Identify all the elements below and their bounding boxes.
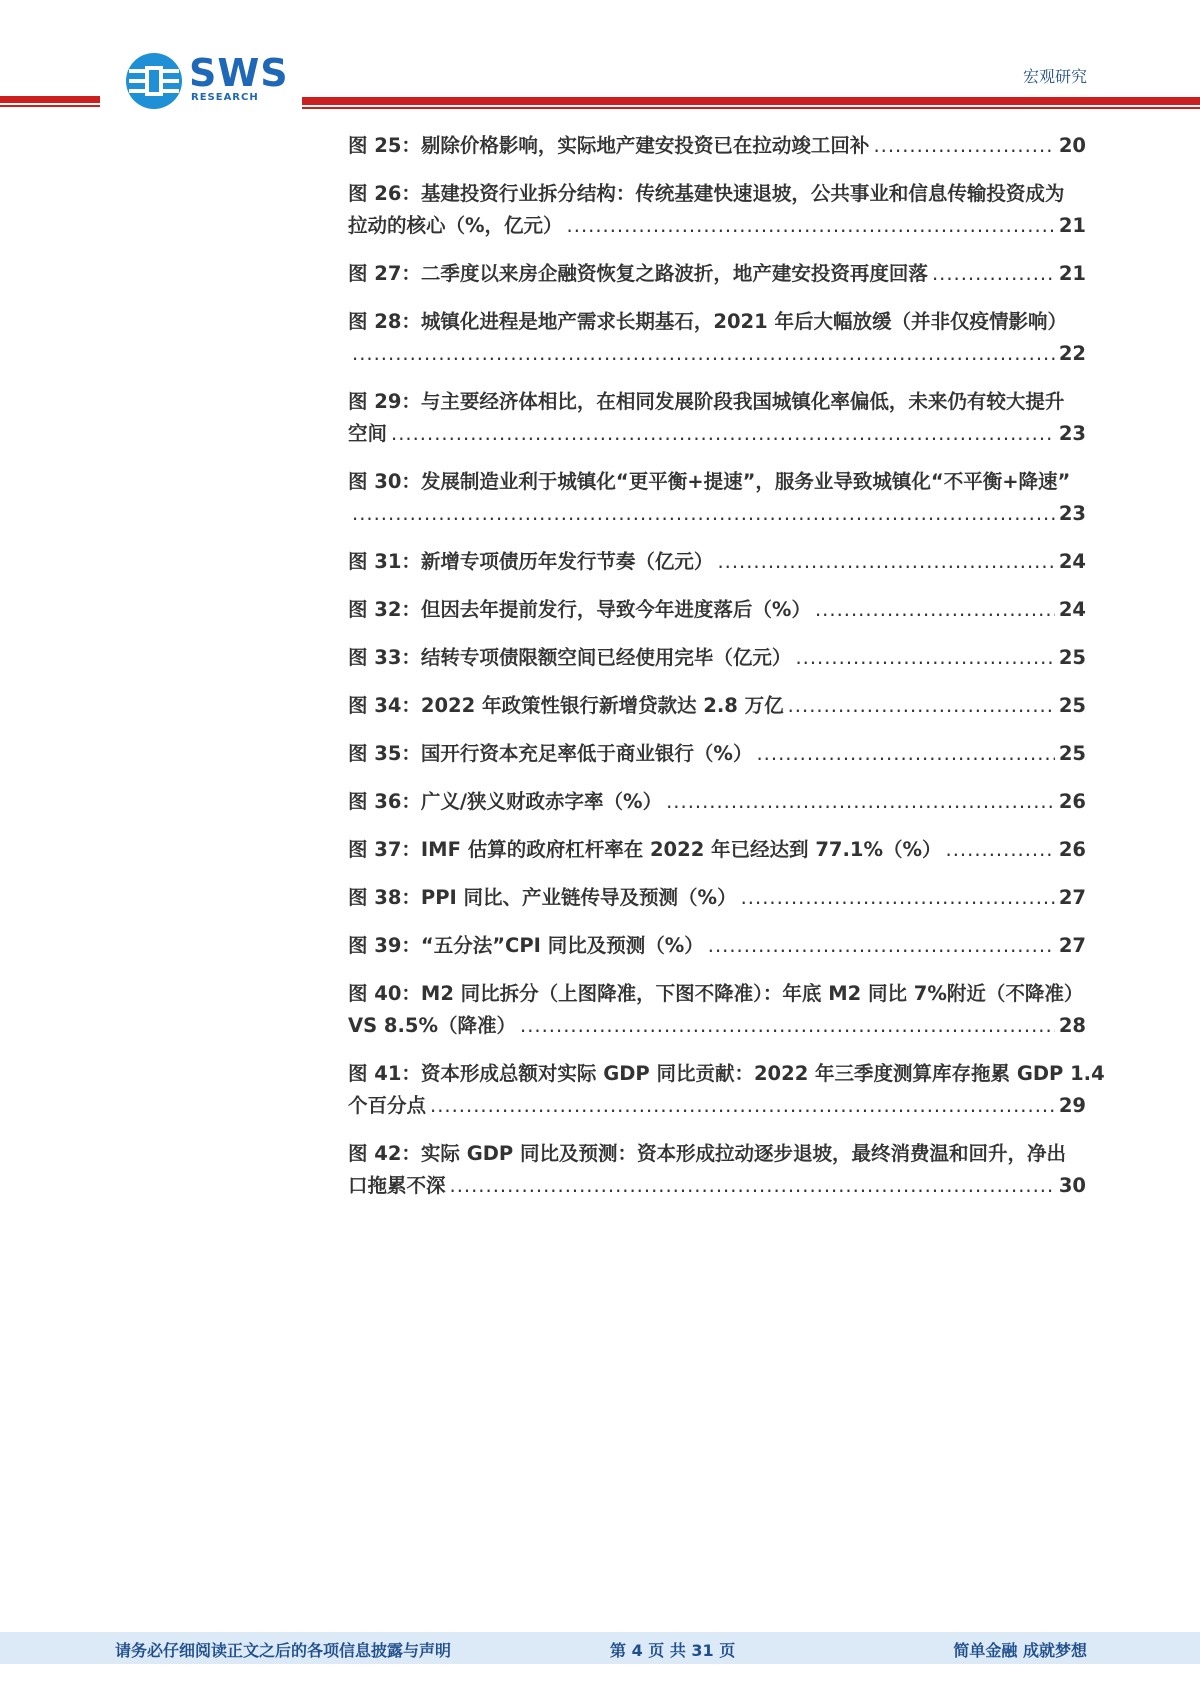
leader-dots [873,130,1054,162]
toc-entry-title: 图 28：城镇化进程是地产需求长期基石，2021 年后大幅放缓（并非仅疫情影响） [348,310,1067,333]
leader-dots [430,1090,1055,1122]
toc-entry-title: 图 39：“五分法”CPI 同比及预测（%） [348,934,704,957]
toc-entry[interactable] [348,1138,1086,1202]
toc-page-number: 21 [1058,262,1086,285]
toc-entry-title: 图 26：基建投资行业拆分结构：传统基建快速退坡，公共事业和信息传输投资成为 [348,182,1065,205]
toc-entry-title: 图 30：发展制造业利于城镇化“更平衡+提速”，服务业导致城镇化“不平衡+降速” [348,470,1071,493]
leader-dots [666,786,1055,818]
leader-dots [946,834,1055,866]
toc-page-number: 30 [1058,1174,1086,1197]
toc-page-number: 24 [1058,598,1086,621]
toc-entry-title: 图 25：剔除价格影响，实际地产建安投资已在拉动竣工回补 [348,134,870,157]
leader-dots [717,546,1054,578]
leader-dots [788,690,1055,722]
toc-entry[interactable] [348,978,1086,1042]
toc-entry-title: 图 35：国开行资本充足率低于商业银行（%） [348,742,753,765]
leader-dots [815,594,1055,626]
toc-page-number: 25 [1058,646,1086,669]
page-header [0,0,1200,125]
toc-entry[interactable] [348,642,1086,674]
toc-entry-title: 图 37：IMF 估算的政府杠杆率在 2022 年已经达到 77.1%（%） [348,838,942,861]
leader-dots [795,642,1054,674]
toc-entry[interactable] [348,306,1086,370]
toc-entry-title-cont: 拉动的核心（%，亿元） [348,214,563,237]
page-footer [0,1632,1200,1664]
toc-entry[interactable] [348,882,1086,914]
leader-dots [756,738,1054,770]
toc-entry[interactable] [348,466,1086,530]
header-rule-left [0,96,100,103]
toc-page-number: 24 [1058,550,1086,573]
toc-page-number: 26 [1058,838,1086,861]
toc-entry-title: 图 27：二季度以来房企融资恢复之路波折，地产建安投资再度回落 [348,262,928,285]
leader-dots [741,882,1055,914]
leader-dots [352,498,1055,530]
toc-entry[interactable] [348,1058,1105,1122]
toc-entry-title-cont: 口拖累不深 [348,1174,446,1197]
toc-entry[interactable] [348,690,1086,722]
toc-entry[interactable] [348,786,1086,818]
footer-slogan: 简单金融 成就梦想 [953,1641,1087,1660]
toc-entry[interactable] [348,738,1086,770]
toc-entry[interactable] [348,594,1086,626]
toc-entry[interactable] [348,130,1086,162]
section-title: 宏观研究 [1022,67,1087,86]
footer-disclaimer: 请务必仔细阅读正文之后的各项信息披露与声明 [115,1641,452,1660]
leader-dots [391,418,1055,450]
toc-page-number: 26 [1058,790,1086,813]
footer-page-number: 第 4 页 共 31 页 [610,1641,736,1660]
toc-entry-title: 图 32：但因去年提前发行，导致今年进度落后（%） [348,598,811,621]
toc-entry-title-cont: VS 8.5%（降准） [348,1014,517,1037]
toc-entry-title: 图 29：与主要经济体相比，在相同发展阶段我国城镇化率偏低，未来仍有较大提升 [348,390,1065,413]
toc-entry-title: 图 36：广义/狭义财政赤字率（%） [348,790,663,813]
logo-subtitle: RESEARCH [191,92,259,103]
logo-wordmark: SWS [189,51,289,95]
toc-entry-title: 图 41：资本形成总额对实际 GDP 同比贡献：2022 年三季度测算库存拖累 GDP 1.4 [348,1062,1105,1085]
toc-page-number: 22 [1058,342,1086,365]
toc-page-number: 23 [1058,502,1086,525]
toc-page-number: 21 [1058,214,1086,237]
sws-logo [125,50,289,112]
toc-page-number: 23 [1058,422,1086,445]
toc-entry[interactable] [348,178,1086,242]
toc-entry[interactable] [348,930,1086,962]
toc-entry-title: 图 40：M2 同比拆分（上图降准，下图不降准）：年底 M2 同比 7%附近（不降准） [348,982,1084,1005]
toc-entry[interactable] [348,386,1086,450]
header-rule-right [302,97,1200,105]
leader-dots [932,258,1055,290]
toc-page-number: 27 [1058,886,1086,909]
toc-page-number: 29 [1058,1094,1086,1117]
toc-entry-title: 图 33：结转专项债限额空间已经使用完毕（亿元） [348,646,792,669]
leader-dots [520,1010,1055,1042]
leader-dots [450,1170,1055,1202]
toc-page-number: 20 [1058,134,1086,157]
toc-page-number: 28 [1058,1014,1086,1037]
toc-entry-title-cont: 空间 [348,422,388,445]
toc-page-number: 27 [1058,934,1086,957]
toc-entry-title: 图 42：实际 GDP 同比及预测：资本形成拉动逐步退坡，最终消费温和回升，净出 [348,1142,1066,1165]
toc-entry[interactable] [348,258,1086,290]
toc-entry-title-cont: 个百分点 [348,1094,427,1117]
sws-logo-icon [125,52,183,110]
figure-index [348,130,1105,1218]
toc-entry-title: 图 34：2022 年政策性银行新增贷款达 2.8 万亿 [348,694,784,717]
toc-page-number: 25 [1058,694,1086,717]
leader-dots [708,930,1055,962]
toc-entry-title: 图 31：新增专项债历年发行节奏（亿元） [348,550,714,573]
toc-entry[interactable] [348,546,1086,578]
toc-page-number: 25 [1058,742,1086,765]
toc-entry[interactable] [348,834,1086,866]
leader-dots [352,338,1055,370]
leader-dots [567,210,1055,242]
toc-entry-title: 图 38：PPI 同比、产业链传导及预测（%） [348,886,737,909]
